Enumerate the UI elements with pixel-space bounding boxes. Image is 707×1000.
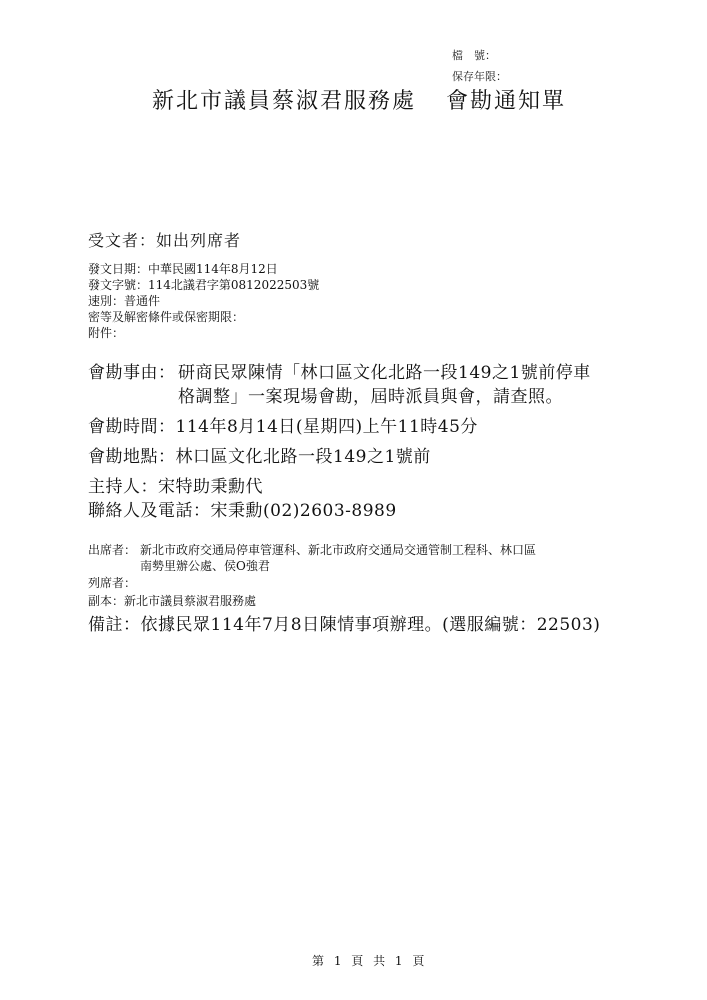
retention-period-label: 保存年限： [452, 70, 507, 83]
inspection-subject-line-2: 格調整」一案現場會勘，屆時派員與會，請查照。 [178, 387, 563, 407]
inspection-subject-label: 會勘事由： [88, 363, 176, 383]
inspection-subject-line-1: 研商民眾陳情「林口區文化北路一段149之1號前停車 [178, 363, 591, 383]
attendees-line-1: 新北市政府交通局停車管運科、新北市政府交通局交通管制工程科、林口區 [140, 543, 537, 557]
attendees-line-2: 南勢里辦公處、侯O強君 [140, 559, 270, 573]
document-title [152, 84, 566, 115]
file-number-label: 檔 號： [452, 49, 496, 62]
delivery-speed: 速別：普通件 [88, 294, 161, 308]
host: 主持人：宋特助秉勳代 [88, 477, 263, 497]
remark: 備註：依據民眾114年7月8日陳情事項辦理。(選服編號：22503) [88, 615, 601, 635]
observers-label: 列席者： [88, 576, 137, 590]
contact-person-phone: 聯絡人及電話：宋秉勳(02)2603-8989 [88, 501, 397, 521]
office-name: 新北市議員蔡淑君服務處 [152, 89, 417, 114]
secrecy-level: 密等及解密條件或保密期限： [88, 310, 245, 324]
attendees-label: 出席者： [88, 543, 137, 557]
inspection-time: 會勘時間：114年8月14日(星期四)上午11時45分 [88, 417, 478, 437]
copy-to: 副本：新北市議員蔡淑君服務處 [88, 594, 257, 608]
recipient-line: 受文者：如出列席者 [88, 231, 242, 250]
issue-date: 發文日期：中華民國114年8月12日 [88, 262, 278, 276]
document-type: 會勘通知單 [446, 89, 567, 114]
attachment: 附件： [88, 326, 125, 340]
issue-doc-number: 發文字號：114北議君字第0812022503號 [88, 278, 320, 292]
inspection-location: 會勘地點：林口區文化北路一段149之1號前 [88, 447, 431, 467]
page-number: 第 1 頁 共 1 頁 [312, 954, 428, 968]
